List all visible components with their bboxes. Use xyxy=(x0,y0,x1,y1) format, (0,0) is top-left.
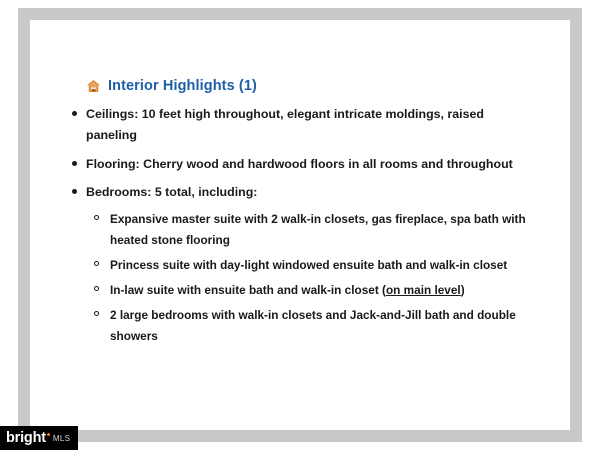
list-item xyxy=(64,182,536,346)
bullet-icon xyxy=(72,161,77,166)
list-item xyxy=(86,305,536,346)
bullet-icon xyxy=(72,189,77,194)
document-frame xyxy=(18,8,582,442)
watermark-brand: bright xyxy=(6,429,46,446)
list-item-text: Ceilings: 10 feet high throughout, elegant intricate moldings, raised paneling xyxy=(86,107,484,143)
list-item-text: Expansive master suite with 2 walk-in closets, gas fireplace, spa bath with heated stone flooring xyxy=(110,212,526,247)
list-item xyxy=(64,154,536,175)
hollow-bullet-icon xyxy=(94,215,99,220)
list-item-text: Bedrooms: 5 total, including: xyxy=(86,184,258,199)
bedrooms-sublist xyxy=(86,209,536,346)
list-item-text: Princess suite with day-light windowed ensuite bath and walk-in closet xyxy=(110,257,508,272)
highlights-list xyxy=(64,104,536,346)
list-item-text: Flooring: Cherry wood and hardwood floors in all rooms and throughout xyxy=(86,156,513,171)
document-page xyxy=(30,20,570,430)
section-title: Interior Highlights (1) xyxy=(108,78,257,94)
list-item xyxy=(86,209,536,250)
watermark-sub: MLS xyxy=(52,433,71,443)
hollow-bullet-icon xyxy=(94,311,99,316)
hollow-bullet-icon xyxy=(94,286,99,291)
section-header xyxy=(86,78,536,94)
bullet-icon xyxy=(72,111,77,116)
list-item-text: 2 large bedrooms with walk-in closets and Jack-and-Jill bath and double showers xyxy=(110,308,516,343)
house-icon xyxy=(86,79,101,93)
watermark-dot-icon xyxy=(47,433,50,436)
hollow-bullet-icon xyxy=(94,261,99,266)
list-item xyxy=(64,104,536,147)
list-item-text-underlined: In-law suite with ensuite bath and walk-in closet (on main level) xyxy=(110,283,465,298)
list-item xyxy=(86,255,536,275)
list-item xyxy=(86,280,536,300)
watermark xyxy=(0,426,78,450)
